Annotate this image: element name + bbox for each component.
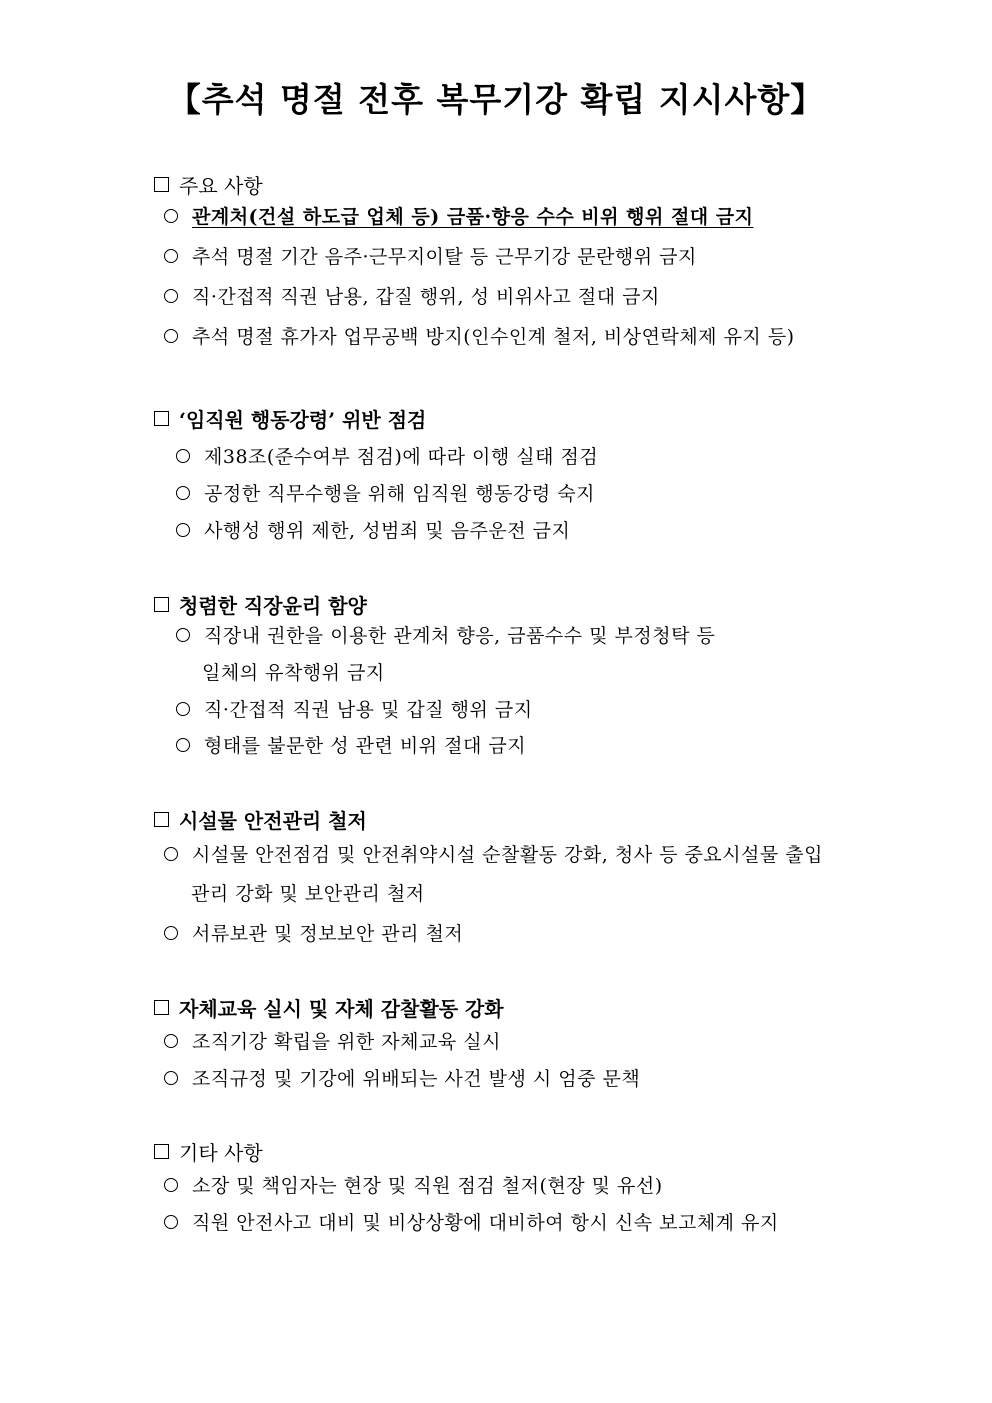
checkbox-square-icon [154,1000,169,1015]
circle-bullet-icon [164,209,178,223]
list-item [164,842,823,868]
list-item-continuation: 관리 강화 및 보안관리 철저 [191,883,425,905]
circle-bullet-icon [164,329,178,343]
circle-bullet-icon [164,289,178,303]
section-heading-label: 주요 사항 [179,173,263,198]
circle-bullet-icon [176,738,190,752]
list-item-text: 조직규정 및 기강에 위배되는 사건 발생 시 엄중 문책 [192,1068,641,1090]
checkbox-square-icon [154,1144,169,1159]
list-item [164,1066,640,1092]
list-item [176,623,715,649]
list-item [164,921,463,947]
list-item-text: 직·간접적 직권 남용, 갑질 행위, 성 비위사고 절대 금지 [192,286,660,308]
list-item-text: 직원 안전사고 대비 및 비상상황에 대비하여 항시 신속 보고체계 유지 [192,1212,779,1234]
list-item [164,1029,501,1055]
list-item [164,244,697,270]
section-heading-label: 기타 사항 [179,1140,263,1165]
list-item [176,518,570,544]
page-title: 【추석 명절 전후 복무기강 확립 지시사항】 [167,80,825,119]
section-heading-label: 청렴한 직장윤리 함양 [179,593,367,618]
section-heading-label: 자체교육 실시 및 자체 감찰활동 강화 [179,996,504,1021]
section-heading-other [154,1137,263,1165]
circle-bullet-icon [164,1178,178,1192]
circle-bullet-icon [164,847,178,861]
list-item-text: 직장내 권한을 이용한 관계처 향응, 금품수수 및 부정청탁 등 [204,625,716,647]
list-item-text: 서류보관 및 정보보안 관리 철저 [192,923,464,945]
checkbox-square-icon [154,597,169,612]
list-item [176,481,595,507]
circle-bullet-icon [176,523,190,537]
list-item-text: 추석 명절 기간 음주·근무지이탈 등 근무기강 문란행위 금지 [192,246,697,268]
list-item [164,204,753,230]
list-item [176,733,526,759]
list-item-text: 공정한 직무수행을 위해 임직원 행동강령 숙지 [204,483,595,505]
list-item-text: 추석 명절 휴가자 업무공백 방지(인수인계 철저, 비상연락체제 유지 등) [192,326,795,348]
list-item-text: 직·간접적 직권 남용 및 갑질 행위 금지 [204,699,533,721]
list-item [164,1173,663,1199]
list-item-text: 제38조(준수여부 점검)에 따라 이행 실태 점검 [204,446,599,468]
circle-bullet-icon [176,628,190,642]
circle-bullet-icon [164,926,178,940]
list-item [164,324,795,350]
list-item [176,444,598,470]
list-item-text: 소장 및 책임자는 현장 및 직원 점검 철저(현장 및 유선) [192,1175,663,1197]
section-heading-self-training [154,993,504,1021]
section-heading-code-of-conduct [154,404,426,432]
list-item-continuation: 일체의 유착행위 금지 [202,662,385,684]
checkbox-square-icon [154,177,169,192]
list-item [164,1210,779,1236]
list-item [176,697,533,723]
circle-bullet-icon [176,486,190,500]
checkbox-square-icon [154,411,169,426]
circle-bullet-icon [176,702,190,716]
list-item-text: 사행성 행위 제한, 성범죄 및 음주운전 금지 [204,520,571,542]
section-heading-label: ‘임직원 행동강령’ 위반 점검 [179,407,427,432]
list-item-text: 관계처(건설 하도급 업체 등) 금품·향응 수수 비위 행위 절대 금지 [192,206,754,228]
section-heading-label: 시설물 안전관리 철저 [179,808,367,833]
list-item [164,284,660,310]
circle-bullet-icon [164,1071,178,1085]
circle-bullet-icon [176,449,190,463]
checkbox-square-icon [154,812,169,827]
circle-bullet-icon [164,249,178,263]
circle-bullet-icon [164,1215,178,1229]
list-item-text: 시설물 안전점검 및 안전취약시설 순찰활동 강화, 청사 등 중요시설물 출입 [192,844,824,866]
list-item-text: 조직기강 확립을 위한 자체교육 실시 [192,1031,501,1053]
section-heading-integrity [154,590,367,618]
section-heading-main-items [154,170,263,198]
circle-bullet-icon [164,1034,178,1048]
section-heading-facility-safety [154,805,367,833]
list-item-text: 형태를 불문한 성 관련 비위 절대 금지 [204,735,527,757]
